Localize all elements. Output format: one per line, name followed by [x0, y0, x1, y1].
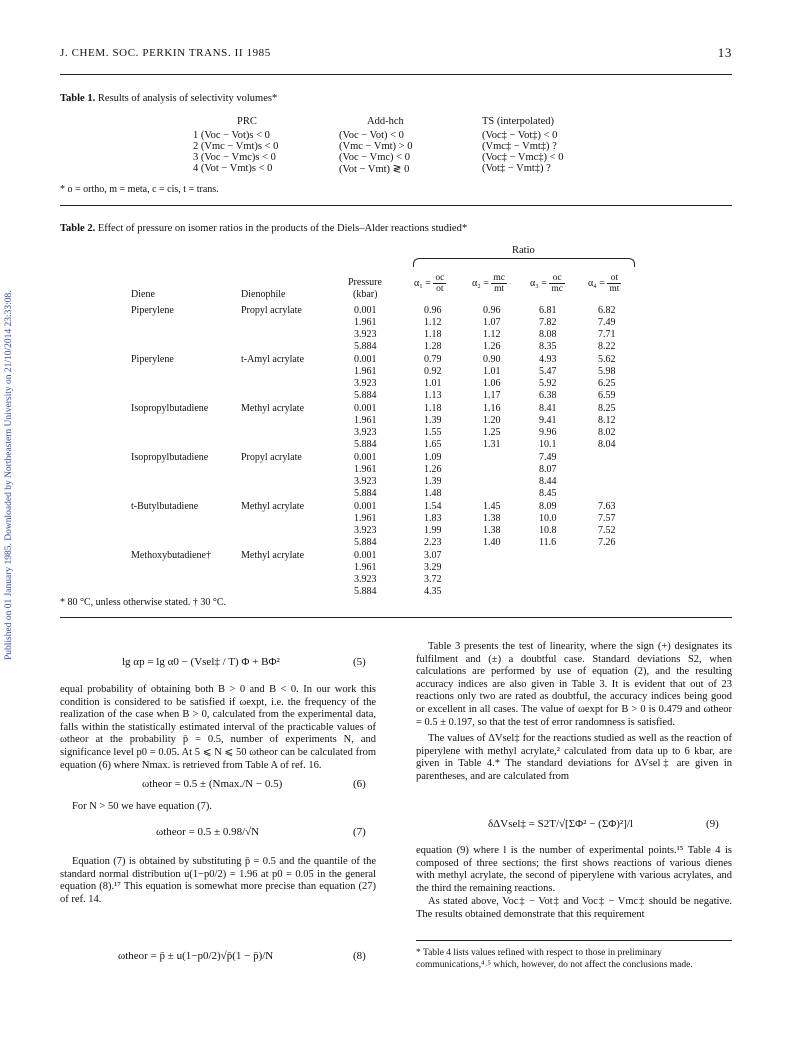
diene-label: Methoxybutadiene†: [131, 550, 211, 561]
ratio-cell: 1.65: [424, 439, 442, 451]
ratio-cell: 7.82: [539, 317, 557, 329]
ratio-cell: 7.63: [598, 501, 616, 512]
ratio-cell: 1.17: [483, 390, 501, 402]
pressure-cell: 0.001: [354, 550, 377, 561]
equation-7-number: (7): [353, 826, 366, 838]
pressure-cell: 1.961: [354, 562, 377, 574]
ratio-cell: 8.09: [539, 501, 557, 512]
ratio-cell: 8.02: [598, 427, 616, 439]
table1-cell: (Voc‡ − Vot‡) < 0: [482, 130, 558, 141]
ratio-cell: 6.59: [598, 390, 616, 402]
pressure-cell: 5.884: [354, 439, 377, 451]
ratio-cell: 4.93: [539, 354, 557, 365]
ratio-cell: 1.31: [483, 439, 501, 451]
ratio-cell: 7.49: [598, 317, 616, 329]
table2-caption: Table 2. Effect of pressure on isomer ratios in the products of the Diels–Alder reactions studied*: [60, 223, 468, 234]
right-paragraph-4: As stated above, Voc‡ − Vot‡ and Voc‡ − Vmc‡ should be negative. The results obtained demonstrate that this requirement: [416, 896, 732, 920]
ratio-cell: 5.98: [598, 366, 616, 378]
ratio-cell: 7.49: [539, 452, 557, 463]
ratio-cell: 1.99: [424, 525, 442, 537]
table1-cell: (Vmc‡ − Vmt‡) ?: [482, 141, 557, 152]
table2-rule: [60, 617, 732, 618]
ratio-cell: 7.57: [598, 513, 616, 525]
left-paragraph-1: equal probability of obtaining both B > 0 and B < 0. In our work this condition is considered to be satisfied if ωexpt, i.e. the frequency of the realization of the case when B > 0, calculated from the experimental data, falls within the statistically estimated interval of the practicable values of ωtheor at the probability p̄ = 0.5, number of experiments N, and significance level p0 = 0.05. At 5 ⩽ N ⩽ 50 ωtheor can be calculated from equation (6) where Nmax. is retrieved from Table A of ref. 16.: [60, 684, 376, 771]
pressure-cell: 3.923: [354, 329, 377, 341]
ratio-cell: 3.07: [424, 550, 442, 561]
diene-label: Piperylene: [131, 305, 174, 316]
table1-cell: (Vot‡ − Vmt‡) ?: [482, 163, 551, 174]
ratio-cell: 7.26: [598, 537, 616, 549]
ratio-cell: 1.01: [483, 366, 501, 378]
equation-7: ωtheor = 0.5 ± 0.98/√N: [156, 826, 260, 838]
table1-rule: [60, 205, 732, 206]
ratio-cell: 5.92: [539, 378, 557, 390]
right-paragraph-2: The values of ΔVsel‡ for the reactions studied as well as the reaction of piperylene with methyl acrylate,² calculated from data up to 6 kbar, are given in Table 4.* The standard deviations for ΔVsel‡ are given in parentheses, and are calculated from: [416, 733, 732, 782]
col-alpha1: α₁ = $\frac{oc}{ot}$: [414, 273, 445, 294]
ratio-cell: 9.41: [539, 415, 557, 427]
ratio-cell: 4.35: [424, 586, 442, 598]
pressure-cell: 5.884: [354, 488, 377, 500]
ratio-cell: 6.81: [539, 305, 557, 316]
diene-label: Piperylene: [131, 354, 174, 365]
table1-cell: 3 (Voc − Vmc)s < 0: [193, 152, 276, 163]
ratio-cell: 0.92: [424, 366, 442, 378]
pressure-cell: 5.884: [354, 586, 377, 598]
table1-caption: Table 1. Results of analysis of selectivity volumes*: [60, 93, 278, 104]
footnote: * Table 4 lists values refined with respect to those in preliminary communications,⁴˒⁵ which, however, do not affect the conclusions made.: [416, 948, 693, 970]
ratio-cell: 1.20: [483, 415, 501, 427]
ratio-cell: 9.96: [539, 427, 557, 439]
ratio-cell: 0.90: [483, 354, 501, 365]
col-alpha4: α₄ = $\frac{ot}{mt}$: [588, 273, 620, 294]
ratio-cell: 1.38: [483, 525, 501, 537]
ratio-cell: 8.12: [598, 415, 616, 427]
ratio-cell: 8.08: [539, 329, 557, 341]
footnote-rule: [416, 940, 732, 941]
equation-9-number: (9): [706, 818, 719, 830]
ratio-cell: 10.8: [539, 525, 557, 537]
pressure-cell: 1.961: [354, 366, 377, 378]
pressure-cell: 3.923: [354, 476, 377, 488]
table1-cell: (Vot − Vmt) ≷ 0: [339, 164, 410, 175]
col-dienophile: Dienophile: [241, 289, 286, 300]
ratio-cell: 1.39: [424, 415, 442, 427]
diene-label: t-Butylbutadiene: [131, 501, 199, 512]
ratio-cell: 5.62: [598, 354, 616, 365]
ratio-cell: 8.25: [598, 403, 616, 414]
ratio-cell: 1.12: [424, 317, 442, 329]
ratio-cell: 1.01: [424, 378, 442, 390]
ratio-cell: 1.16: [483, 403, 501, 414]
equation-8: ωtheor = p̄ ± u(1−p0/2)√p̄(1 − p̄)/N: [118, 950, 274, 962]
ratio-cell: 8.35: [539, 341, 557, 353]
ratio-cell: 5.47: [539, 366, 557, 378]
dienophile-label: Propyl acrylate: [241, 452, 302, 463]
table1-cell: (Vmc − Vmt) > 0: [339, 141, 413, 152]
ratio-cell: 8.45: [539, 488, 557, 500]
ratio-cell: 10.0: [539, 513, 557, 525]
col-pressure: Pressure: [348, 277, 382, 288]
pressure-cell: 5.884: [354, 390, 377, 402]
ratio-cell: 1.83: [424, 513, 442, 525]
ratio-cell: 7.71: [598, 329, 616, 341]
dienophile-label: Methyl acrylate: [241, 403, 305, 414]
ratio-brace: [413, 258, 635, 267]
equation-9: δΔVsel‡ = S2T/√[ΣΦ² − (ΣΦ)²]/l: [488, 818, 634, 830]
ratio-cell: 1.28: [424, 341, 442, 353]
table1-note: * o = ortho, m = meta, c = cis, t = trans.: [60, 184, 219, 195]
ratio-cell: 1.18: [424, 329, 442, 341]
ratio-cell: 6.38: [539, 390, 557, 402]
ratio-cell: 1.39: [424, 476, 442, 488]
table2-note: * 80 °C, unless otherwise stated. † 30 °C.: [60, 597, 227, 608]
col-pressure-unit: (kbar): [353, 289, 378, 300]
ratio-cell: 1.06: [483, 378, 501, 390]
dienophile-label: Methyl acrylate: [241, 550, 305, 561]
pressure-cell: 3.923: [354, 378, 377, 390]
table1-cell: (Voc‡ − Vmc‡) < 0: [482, 152, 564, 163]
col-alpha2: α₂ = $\frac{mc}{mt}$: [472, 273, 505, 294]
ratio-cell: 3.72: [424, 574, 442, 586]
ratio-cell: 1.09: [424, 452, 442, 463]
ratio-cell: 1.13: [424, 390, 442, 402]
ratio-cell: 10.1: [539, 439, 557, 451]
table1-cell: 2 (Vmc − Vmt)s < 0: [193, 141, 279, 152]
ratio-cell: 8.22: [598, 341, 616, 353]
diene-label: Isopropylbutadiene: [131, 452, 209, 463]
ratio-cell: 1.07: [483, 317, 501, 329]
table1-cell: (Voc − Vot) < 0: [339, 130, 404, 141]
dienophile-label: Propyl acrylate: [241, 305, 302, 316]
ratio-cell: 8.07: [539, 464, 557, 476]
equation-6: ωtheor = 0.5 ± (Nmax./N − 0.5): [142, 778, 283, 790]
left-paragraph-2: For N > 50 we have equation (7).: [72, 801, 213, 812]
equation-6-number: (6): [353, 778, 366, 790]
pressure-cell: 5.884: [354, 341, 377, 353]
equation-5-number: (5): [353, 656, 366, 668]
ratio-cell: 11.6: [539, 537, 557, 549]
pressure-cell: 1.961: [354, 513, 377, 525]
table1-col-prc: PRC: [237, 116, 257, 127]
col-alpha3: α₃ = $\frac{oc}{mc}$: [530, 273, 563, 294]
dienophile-label: t-Amyl acrylate: [241, 354, 305, 365]
download-watermark: Published on 01 January 1985. Downloaded by Northeastern University on 21/10/2014 23:33:08.: [4, 290, 14, 660]
ratio-cell: 8.41: [539, 403, 557, 414]
ratio-cell: 6.82: [598, 305, 616, 316]
pressure-cell: 3.923: [354, 574, 377, 586]
ratio-cell: 7.52: [598, 525, 616, 537]
ratio-cell: 8.44: [539, 476, 557, 488]
pressure-cell: 5.884: [354, 537, 377, 549]
equation-8-number: (8): [353, 950, 366, 962]
ratio-cell: 1.26: [424, 464, 442, 476]
ratio-cell: 1.45: [483, 501, 501, 512]
right-paragraph-1: Table 3 presents the test of linearity, where the sign (+) designates its fulfilment and (±) a doubtful case. Standard deviations S2, when calculations are performed by use of equation (2), and the resulting accuracy indices are also given in Table 3. It is evident that out of 23 reactions only two are rated as doubtful, the accuracy indices being good or excellent in all cases. The value of ωexpt for B > 0 is 0.479 and ωtheor = 0.5 ± 0.197, so that the test of error randomness is satisfied.: [416, 641, 732, 728]
table1-col-ts: TS (interpolated): [482, 116, 555, 127]
header-rule: [60, 74, 732, 75]
ratio-cell: 0.96: [424, 305, 442, 316]
pressure-cell: 1.961: [354, 464, 377, 476]
page-number: 13: [717, 45, 732, 60]
ratio-cell: 6.25: [598, 378, 616, 390]
ratio-cell: 1.26: [483, 341, 501, 353]
pressure-cell: 3.923: [354, 427, 377, 439]
ratio-label: Ratio: [512, 245, 535, 256]
pressure-cell: 1.961: [354, 317, 377, 329]
col-diene: Diene: [131, 289, 155, 300]
pressure-cell: 0.001: [354, 403, 377, 414]
ratio-cell: 1.55: [424, 427, 442, 439]
ratio-cell: 3.29: [424, 562, 442, 574]
ratio-cell: 0.96: [483, 305, 501, 316]
equation-5: lg αp = lg α0 − (Vsel‡ / T) Φ + BΦ²: [122, 656, 280, 668]
pressure-cell: 3.923: [354, 525, 377, 537]
ratio-cell: 1.54: [424, 501, 442, 512]
table1-col-addhch: Add-hch: [367, 116, 404, 127]
right-paragraph-3: equation (9) where l is the number of experimental points.¹⁵ Table 4 is composed of three sections; the first shows reactions of various dienes with methyl acrylate, the second of piperylene with various acrylates, and the third the remaining reactions.: [416, 845, 732, 894]
pressure-cell: 0.001: [354, 501, 377, 512]
ratio-cell: 1.18: [424, 403, 442, 414]
left-paragraph-3: Equation (7) is obtained by substituting p̄ = 0.5 and the quantile of the standard normal distribution u(1−p0/2) = 1.96 at p0 = 0.05 in the general equation (8).¹⁷ This equation is somewhat more precise than equation (27) of ref. 14.: [60, 856, 376, 905]
pressure-cell: 0.001: [354, 305, 377, 316]
pressure-cell: 0.001: [354, 452, 377, 463]
ratio-cell: 2.23: [424, 537, 442, 549]
ratio-cell: 1.48: [424, 488, 442, 500]
dienophile-label: Methyl acrylate: [241, 501, 305, 512]
ratio-cell: 8.04: [598, 439, 616, 451]
ratio-cell: 0.79: [424, 354, 442, 365]
table1-cell: 4 (Vot − Vmt)s < 0: [193, 163, 273, 174]
journal-title: J. CHEM. SOC. PERKIN TRANS. II 1985: [60, 47, 271, 59]
page-header: [60, 45, 732, 63]
table1-cell: (Voc − Vmc) < 0: [339, 152, 410, 163]
ratio-cell: 1.25: [483, 427, 501, 439]
ratio-cell: 1.38: [483, 513, 501, 525]
ratio-cell: 1.12: [483, 329, 501, 341]
diene-label: Isopropylbutadiene: [131, 403, 209, 414]
ratio-cell: 1.40: [483, 537, 501, 549]
pressure-cell: 1.961: [354, 415, 377, 427]
table1-cell: 1 (Voc − Vot)s < 0: [193, 130, 270, 141]
pressure-cell: 0.001: [354, 354, 377, 365]
